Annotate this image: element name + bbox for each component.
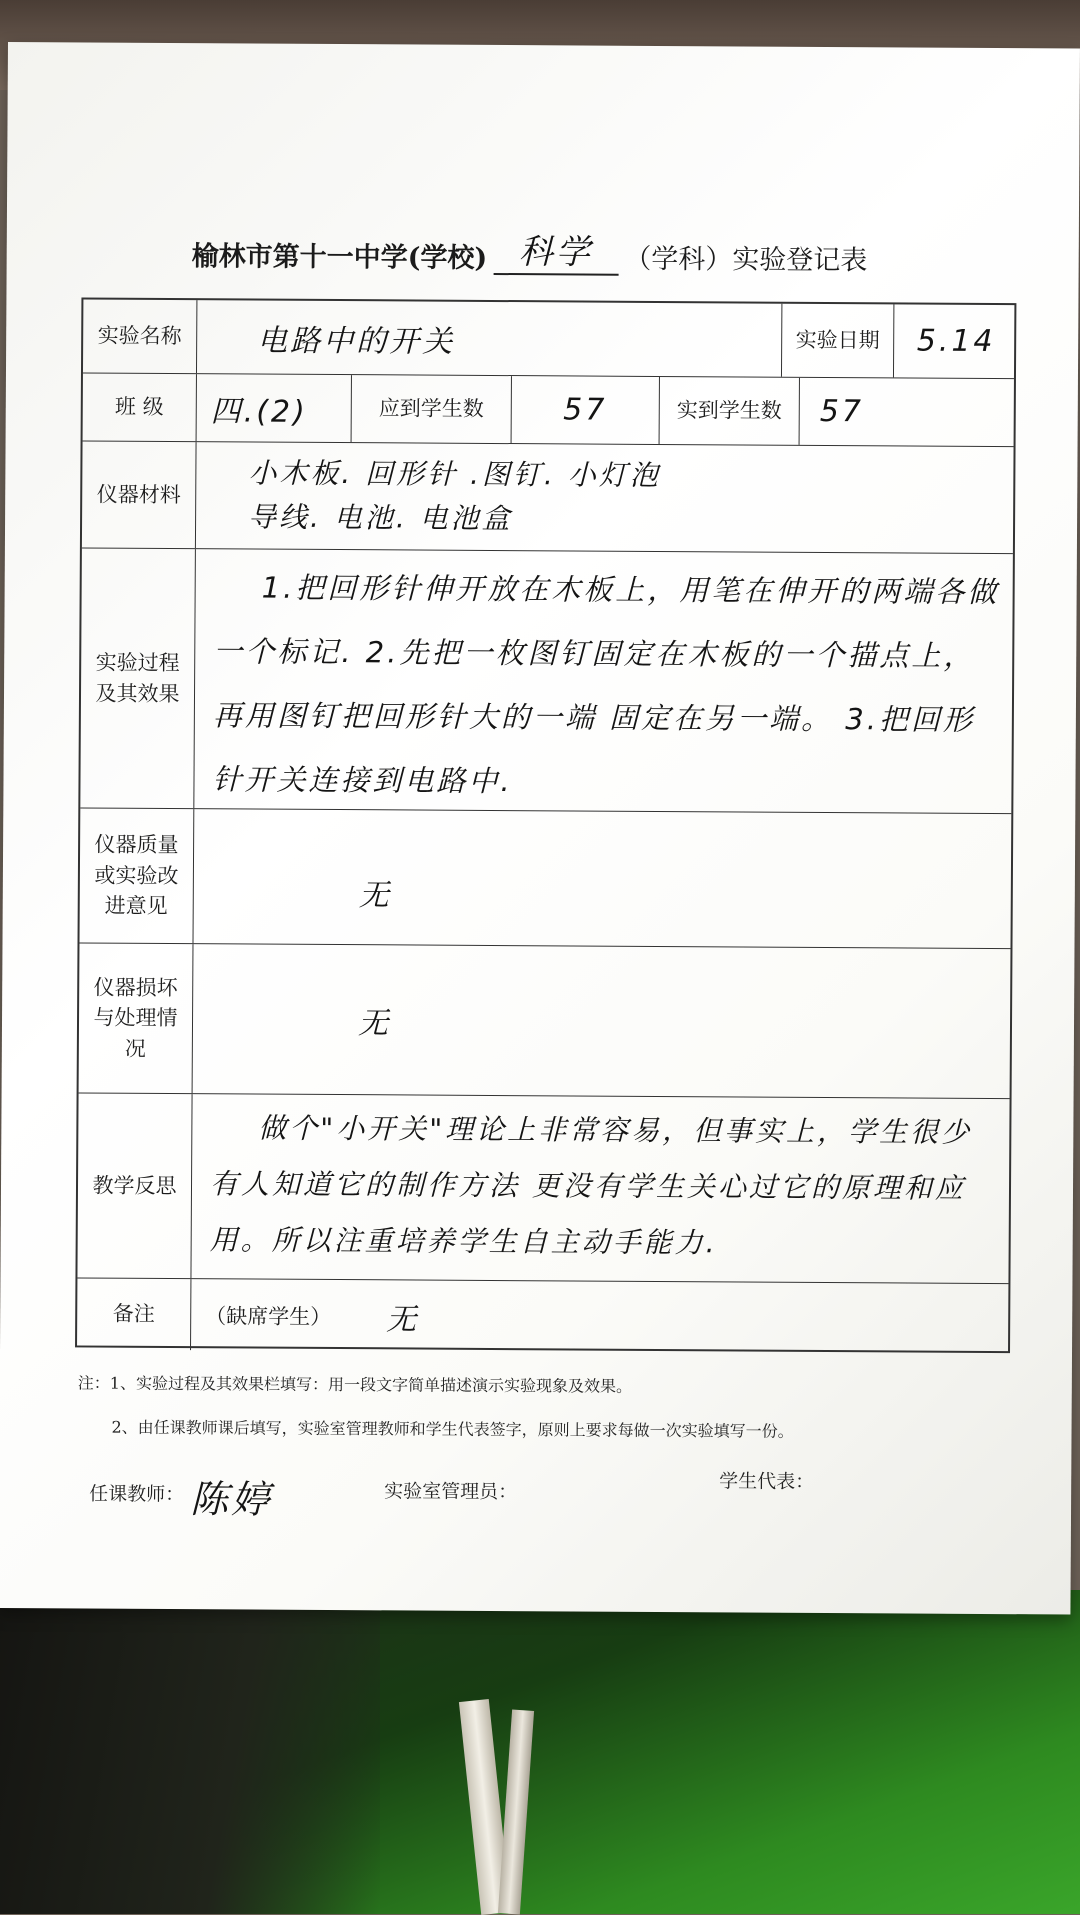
row-damage — [79, 942, 1011, 1098]
class-label: 班 级 — [114, 394, 164, 420]
class-cell — [196, 374, 351, 442]
teacher-signature — [89, 1468, 272, 1524]
experiment-name-cell — [196, 300, 781, 377]
damage-label: 仪器损坏与处理情况 — [93, 975, 178, 1061]
row-experiment-name — [83, 299, 1014, 378]
form-title — [192, 203, 952, 278]
process-label: 实验过程及其效果 — [95, 650, 180, 706]
title-school-tag: (学校) — [407, 242, 488, 274]
title-prefix: 榆林市第十一中学 — [191, 241, 408, 274]
row-remarks — [77, 1277, 1008, 1355]
quality-cell — [192, 809, 1015, 948]
subject-value: 科学 — [518, 232, 593, 273]
student-rep-label: 学生代表： — [719, 1470, 815, 1493]
remarks-value: 无 — [386, 1301, 420, 1338]
actual-students-cell — [799, 378, 1018, 446]
expected-students-label: 应到学生数 — [351, 375, 511, 443]
note-1: 注：1、实验过程及其效果栏填写：用一段文字简单描述演示实验现象及效果。 — [77, 1373, 633, 1396]
row-materials — [82, 440, 1014, 553]
note-2: 2、由任课教师课后填写，实验室管理教师和学生代表签字，原则上要求每做一次实验填写一份。 — [111, 1417, 794, 1441]
experiment-date-value: 5.14 — [916, 323, 996, 360]
experiment-name-value: 电路中的开关 — [257, 323, 456, 360]
reflection-label: 教学反思 — [92, 1173, 177, 1198]
materials-line-2: 导线. 电池. 电池盒 — [248, 500, 513, 536]
expected-students-cell — [511, 376, 659, 444]
experiment-date-label: 实验日期 — [781, 304, 893, 378]
remarks-cell — [190, 1279, 1012, 1355]
actual-students-label: 实到学生数 — [659, 377, 799, 445]
reflection-text: 做个"小开关"理论上非常容易，但事实上，学生很少有人知道它的制作方法 更没有学生关心过它的原理和应用。所以注重培养学生自主动手能力. — [190, 1094, 1013, 1283]
remarks-hint: （缺席学生） — [205, 1303, 332, 1329]
teacher-label: 任课教师： — [89, 1483, 185, 1506]
row-process — [80, 547, 1013, 813]
quality-label: 仪器质量或实验改进意见 — [94, 832, 179, 919]
damage-value: 无 — [357, 1005, 392, 1041]
title-subject-tag: （学科） — [624, 243, 733, 276]
title-suffix: 实验登记表 — [732, 244, 868, 277]
registration-sheet — [0, 42, 1080, 1615]
teacher-value: 陈婷 — [190, 1477, 273, 1522]
experiment-name-label: 实验名称 — [97, 323, 182, 349]
remarks-label: 备注 — [112, 1301, 155, 1327]
expected-students-value: 57 — [563, 392, 608, 428]
process-text: 1.把回形针伸开放在木板上，用笔在伸开的两端各做一个标记. 2.先把一枚图钉固定在木板的一个描点上，再用图钉把回形针大的一端 固定在另一端。 3.把回形针开关连接到电路中. — [193, 549, 1017, 813]
actual-students-value: 57 — [819, 393, 865, 430]
experiment-date-cell — [893, 304, 1018, 378]
row-reflection — [77, 1092, 1009, 1283]
materials-line-1: 小木板. 回形针 .图钉. 小灯泡 — [248, 456, 661, 492]
materials-cell — [195, 442, 1018, 553]
damage-cell — [192, 944, 1015, 1098]
quality-value: 无 — [358, 878, 392, 914]
registration-table — [75, 297, 1016, 1353]
lab-admin-label: 实验室管理员： — [384, 1480, 518, 1504]
row-class — [83, 372, 1014, 446]
materials-label: 仪器材料 — [96, 482, 181, 507]
row-quality — [80, 807, 1012, 948]
class-value: 四.(2) — [210, 393, 308, 430]
background-shadow — [0, 1590, 380, 1914]
